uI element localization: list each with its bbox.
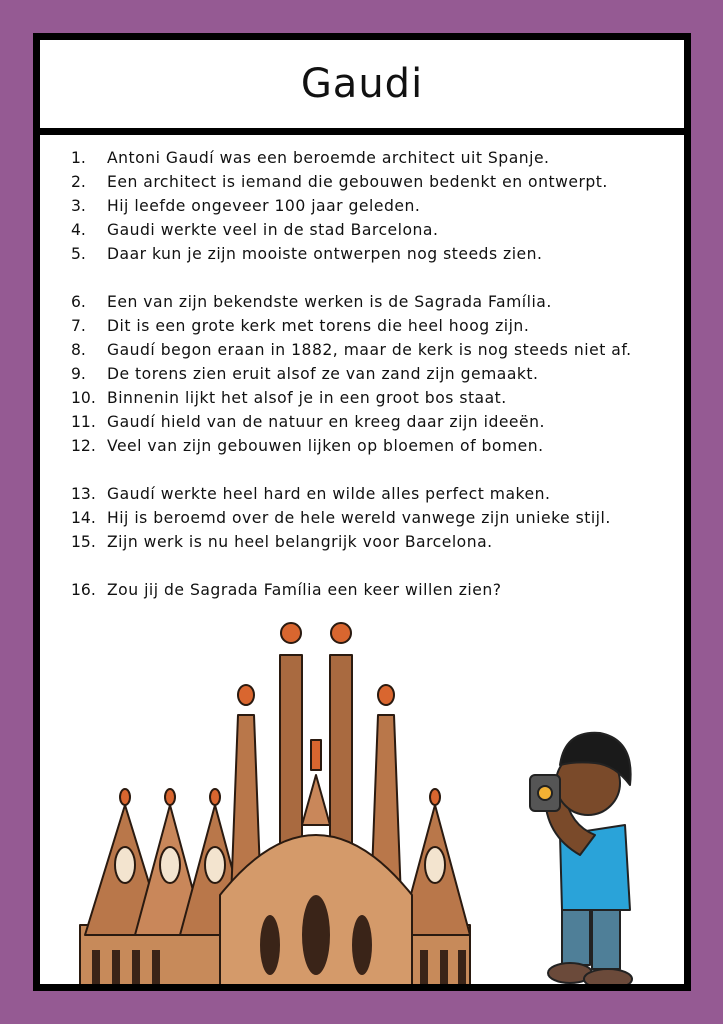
list-item: 4. Gaudi werkte veel in de stad Barcelona. bbox=[71, 221, 439, 239]
title-box bbox=[40, 40, 684, 128]
list-item: 1. Antoni Gaudí was een beroemde architect uit Spanje. bbox=[71, 149, 550, 167]
list-item: 7. Dit is een grote kerk met torens die heel hoog zijn. bbox=[71, 317, 530, 335]
list-item: 8. Gaudí begon eraan in 1882, maar de kerk is nog steeds niet af. bbox=[71, 341, 632, 359]
list-item: 6. Een van zijn bekendste werken is de Sagrada Família. bbox=[71, 293, 552, 311]
list-item: 10. Binnenin lijkt het alsof je in een groot bos staat. bbox=[71, 389, 507, 407]
list-item: 16. Zou jij de Sagrada Família een keer willen zien? bbox=[71, 581, 502, 599]
list-item: 15. Zijn werk is nu heel belangrijk voor Barcelona. bbox=[71, 533, 493, 551]
list-item: 14. Hij is beroemd over de hele wereld vanwege zijn unieke stijl. bbox=[71, 509, 611, 527]
list-item: 11. Gaudí hield van de natuur en kreeg daar zijn ideeën. bbox=[71, 413, 545, 431]
boy-with-camera-drawing bbox=[530, 733, 632, 984]
list-item: 13. Gaudí werkte heel hard en wilde alles perfect maken. bbox=[71, 485, 551, 503]
illustration bbox=[40, 135, 684, 984]
list-item: 3. Hij leefde ongeveer 100 jaar geleden. bbox=[71, 197, 421, 215]
list-item: 5. Daar kun je zijn mooiste ontwerpen nog steeds zien. bbox=[71, 245, 543, 263]
list-item: 12. Veel van zijn gebouwen lijken op bloemen of bomen. bbox=[71, 437, 544, 455]
sagrada-familia-drawing bbox=[80, 623, 470, 984]
list-item: 2. Een architect is iemand die gebouwen bedenkt en ontwerpt. bbox=[71, 173, 608, 191]
content-box bbox=[40, 135, 684, 984]
list-item: 9. De torens zien eruit alsof ze van zand zijn gemaakt. bbox=[71, 365, 539, 383]
page-title: Gaudi bbox=[300, 61, 424, 107]
